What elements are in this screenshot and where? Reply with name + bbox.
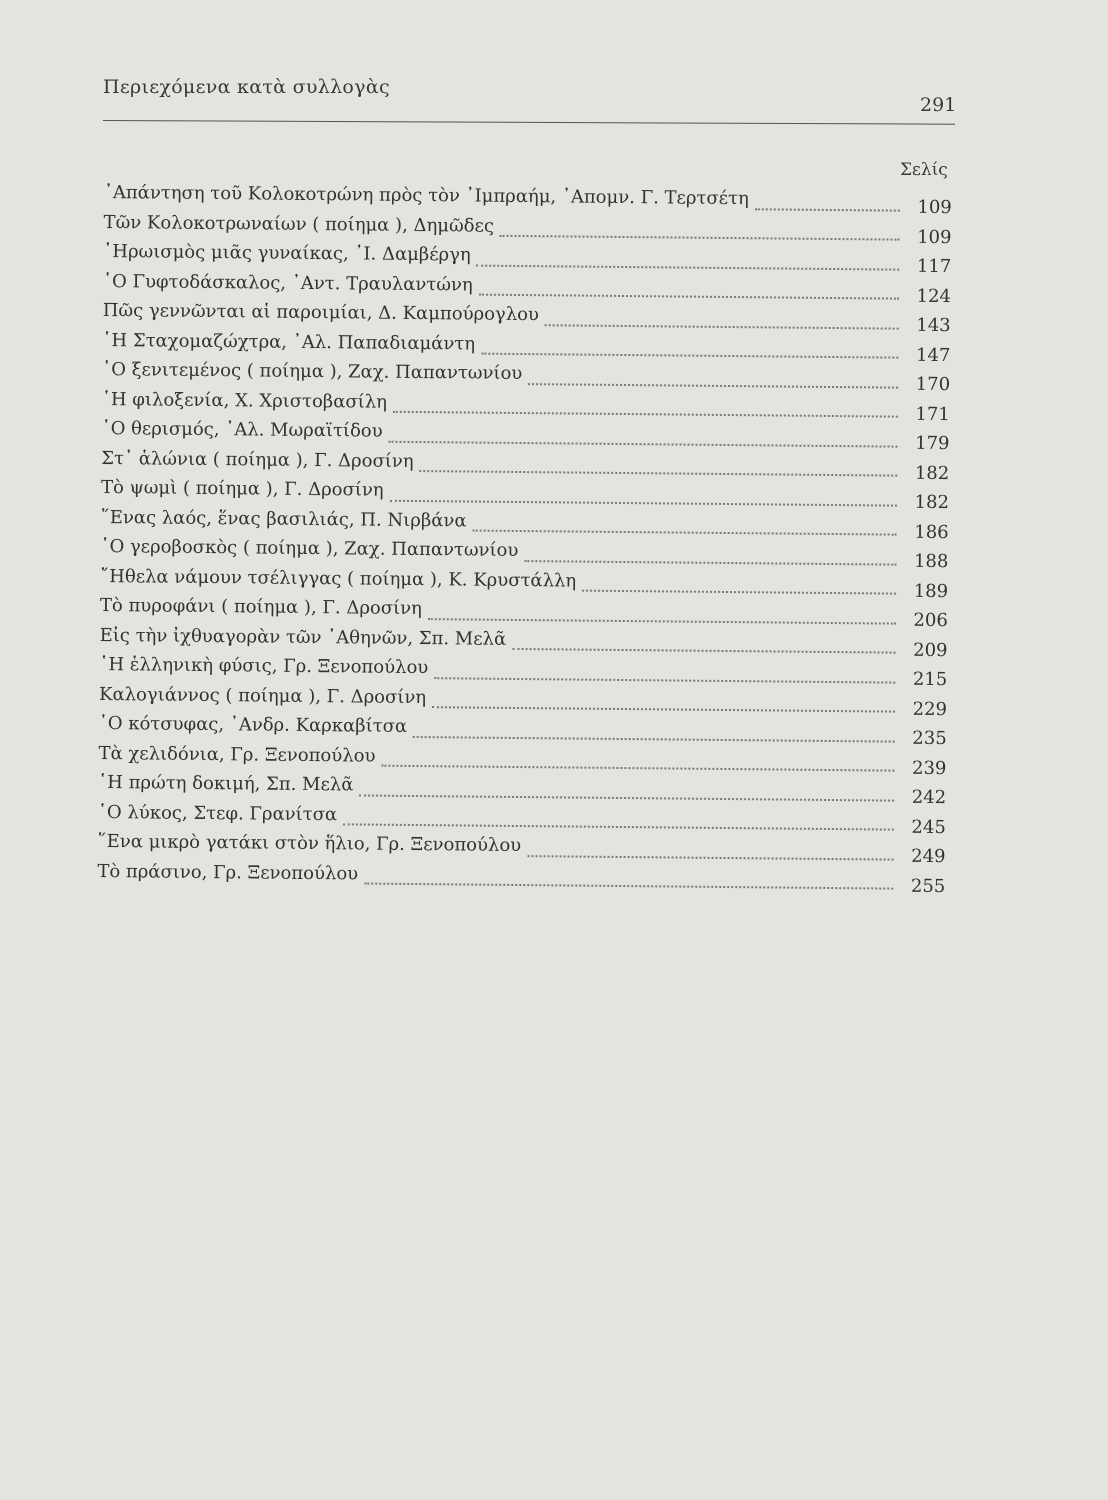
toc-entry-page: 109 — [917, 196, 952, 219]
toc-entry-title: ῞Ενας λαός, ἕνας βασιλιάς, Π. Νιρβάνα — [100, 506, 467, 531]
toc-entry-page: 109 — [917, 226, 952, 248]
toc-entry-title: ῾Ο ξενιτεμένος ( ποίημα ), Ζαχ. Παπαντωνίου — [102, 358, 523, 385]
running-header-title: Περιεχόμενα κατὰ συλλογὰς — [103, 76, 390, 98]
toc-entry-title: ῾Ηρωισμὸς μιᾶς γυναίκας, ᾿Ι. Δαμβέργη — [103, 240, 471, 266]
dot-leader — [528, 383, 898, 389]
page-number: 291 — [920, 94, 957, 116]
toc-entry-title: Εἰς τὴν ἰχθυαγορὰν τῶν ᾿Αθηνῶν, Σπ. Μελᾶ — [99, 624, 507, 650]
dot-leader — [545, 324, 899, 329]
toc-entry-page: 186 — [914, 521, 949, 543]
toc-entry-title: Τὸ ψωμὶ ( ποίημα ), Γ. Δροσίνη — [100, 476, 384, 501]
toc-entry-title: Πῶς γεννῶνται αἱ παροιμίαι, Δ. Καμπούρογλου — [102, 299, 540, 326]
dot-leader — [512, 648, 895, 654]
toc-entry-title: ῾Ο γεροβοσκὸς ( ποίημα ), Ζαχ. Παπαντωνίου — [100, 535, 519, 561]
toc-entry-title: Τὸ πράσινο, Γρ. Ξενοπούλου — [97, 860, 359, 884]
toc-entry-title: ῾Η Σταχομαζώχτρα, ᾿Αλ. Παπαδιαμάντη — [102, 329, 476, 355]
toc-entry-title: ῾Ο θερισμός, ᾿Αλ. Μωραϊτίδου — [101, 417, 383, 442]
toc-entry-page: 206 — [913, 609, 948, 632]
toc-entry-page: 189 — [913, 580, 949, 602]
toc-entry-page: 147 — [915, 344, 951, 366]
dot-leader — [582, 590, 896, 595]
table-of-contents — [97, 182, 952, 898]
toc-entry-page: 215 — [912, 668, 948, 691]
dot-leader — [381, 765, 894, 772]
toc-entry-page: 209 — [913, 639, 948, 661]
toc-entry-title: ῾Η φιλοξενία, Χ. Χριστοβασίλη — [101, 388, 388, 413]
dot-leader — [500, 235, 900, 241]
toc-entry-title: ῾Η πρώτη δοκιμή, Σπ. Μελᾶ — [98, 771, 354, 796]
toc-entry-title: Στ᾿ ἁλώνια ( ποίημα ), Γ. Δροσίνη — [101, 447, 414, 472]
toc-entry-title: ῞Ενα μικρὸ γατάκι στὸν ἥλιο, Γρ. Ξενοπούλου — [97, 830, 522, 857]
dot-leader — [389, 440, 898, 447]
dot-leader — [527, 855, 893, 861]
dot-leader — [343, 824, 894, 831]
toc-entry-title: ῎Ηθελα νάμουν τσέλιγγας ( ποίημα ), Κ. Κρυστάλλη — [100, 565, 577, 592]
dot-leader — [477, 264, 900, 270]
dot-leader — [413, 736, 895, 743]
toc-entry-page: 171 — [915, 403, 950, 425]
dot-leader — [472, 530, 896, 536]
header-rule — [103, 120, 955, 125]
toc-entry-page: 249 — [911, 845, 946, 868]
toc-entry-page: 255 — [910, 875, 946, 897]
toc-entry-page: 179 — [915, 432, 950, 455]
toc-entry-page: 188 — [913, 550, 949, 573]
dot-leader — [434, 677, 895, 683]
toc-entry-page: 242 — [911, 786, 947, 809]
toc-entry-title: Τὸ πυροφάνι ( ποίημα ), Γ. Δροσίνη — [99, 594, 422, 620]
dot-leader — [755, 208, 900, 211]
toc-entry-title: ῾Ο λύκος, Στεφ. Γρανίτσα — [97, 801, 338, 825]
toc-entry-page: 235 — [912, 727, 947, 750]
toc-entry-title: ῾Ο κότσυφας, ᾿Ανδρ. Καρκαβίτσα — [98, 712, 408, 737]
toc-entry-page: 229 — [912, 698, 948, 720]
toc-entry-title: Καλογιάννος ( ποίημα ), Γ. Δροσίνη — [98, 683, 427, 708]
dot-leader — [479, 294, 899, 300]
dot-leader — [419, 470, 897, 477]
toc-entry-page: 117 — [916, 255, 952, 278]
toc-entry-page: 170 — [915, 373, 951, 396]
toc-entry-page: 245 — [911, 816, 946, 838]
toc-entry-title: ῾Ο Γυφτοδάσκαλος, ᾿Αντ. Τραυλαντώνη — [102, 270, 473, 296]
dot-leader — [481, 353, 898, 359]
dot-leader — [390, 500, 897, 507]
dot-leader — [432, 706, 895, 712]
dot-leader — [359, 794, 894, 801]
toc-entry-title: ᾿Απάντηση τοῦ Κολοκοτρώνη πρὸς τὸν ᾿Ιμπραήμ, ᾿Απομν. Γ. Τερτσέτη — [103, 182, 749, 210]
toc-entry-title: Τῶν Κολοκοτρωναίων ( ποίημα ), Δημῶδες — [103, 211, 495, 237]
dot-leader — [524, 560, 896, 566]
toc-entry-page: 143 — [916, 314, 951, 337]
dot-leader — [364, 883, 893, 890]
toc-entry-title: ῾Η ἑλληνικὴ φύσις, Γρ. Ξενοπούλου — [99, 653, 429, 679]
toc-entry-title: Τὰ χελιδόνια, Γρ. Ξενοπούλου — [98, 742, 376, 767]
dot-leader — [428, 618, 896, 624]
toc-entry-page: 124 — [916, 285, 952, 307]
toc-entry-page: 182 — [914, 491, 950, 514]
toc-entry-page: 182 — [914, 462, 950, 484]
page-column-header: Σελίς — [900, 160, 948, 180]
toc-entry-page: 239 — [911, 757, 947, 779]
dot-leader — [393, 411, 898, 418]
